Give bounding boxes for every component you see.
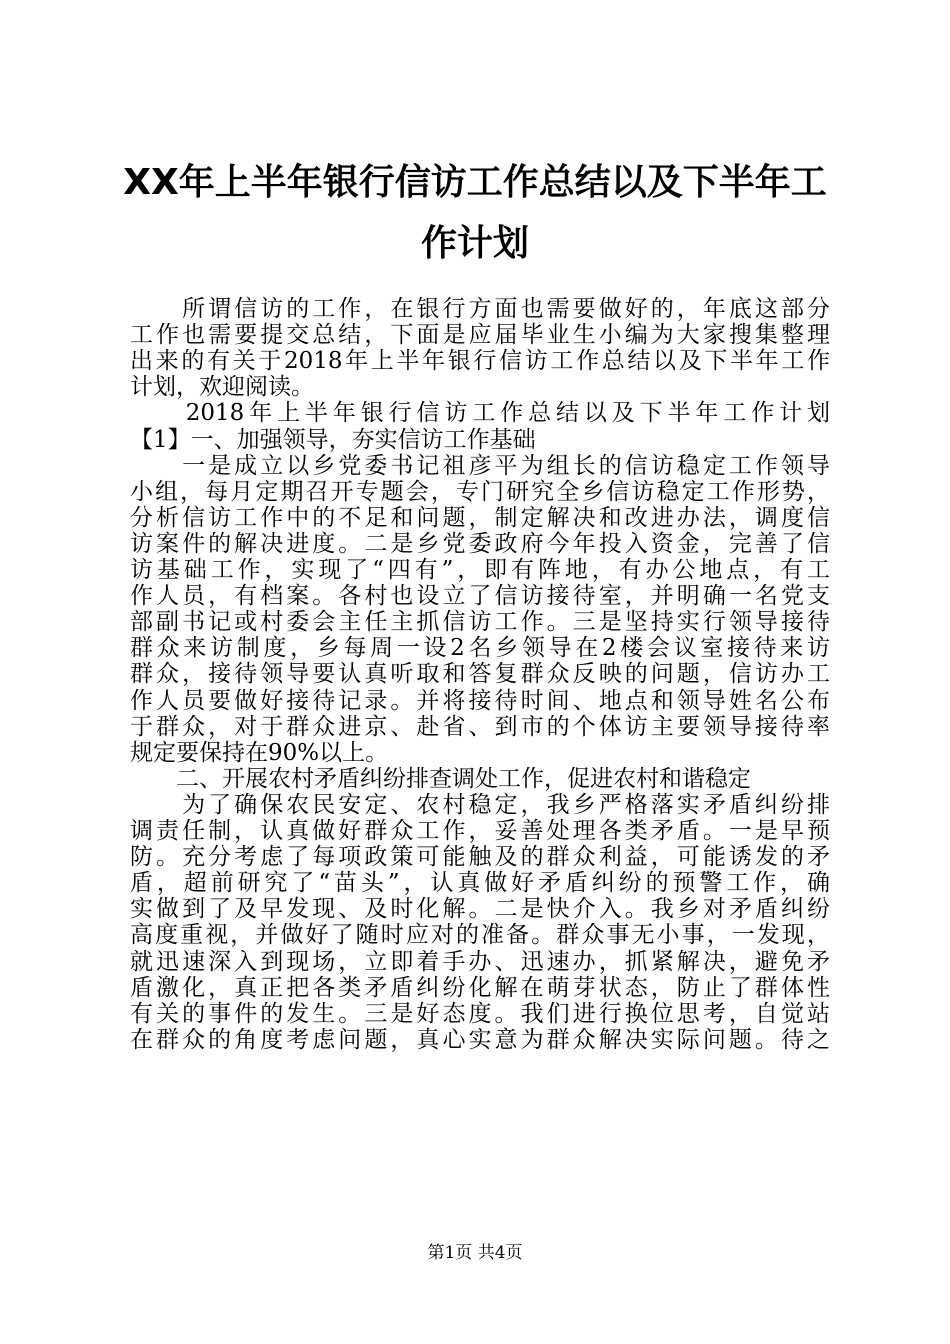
body-text-line: 作人员，有档案。各村也设立了信访接待室，并明确一名党支 [130,583,830,610]
body-text-line: 计划，欢迎阅读。 [130,374,314,401]
body-text-line: 工作也需要提交总结，下面是应届毕业生小编为大家搜集整理 [130,322,830,349]
body-text-line: 访案件的解决进度。二是乡党委政府今年投入资金，完善了信 [130,530,830,557]
page-footer: 第1页 共4页 [427,1243,523,1263]
body-text-line: 【1】一、加强领导，夯实信访工作基础 [130,426,536,453]
body-text-line: 2018年上半年银行信访工作总结以及下半年工作计划 [130,400,830,427]
body-text-line: 分析信访工作中的不足和问题，制定解决和改进办法，调度信 [130,504,830,531]
body-text-line: 有关的事件的发生。三是好态度。我们进行换位思考，自觉站 [130,1000,830,1027]
body-text-line: 二、开展农村矛盾纠纷排查调处工作，促进农村和谐稳定 [130,765,751,792]
body-text-line: 为了确保农民安定、农村稳定，我乡严格落实矛盾纠纷排 [130,791,830,818]
body-text-line: 高度重视，并做好了随时应对的准备。群众事无小事，一发现， [130,922,830,949]
body-text-line: 盾，超前研究了“苗头”，认真做好矛盾纠纷的预警工作，确 [130,870,830,897]
body-text-line: 在群众的角度考虑问题，真心实意为群众解决实际问题。待之 [130,1026,830,1053]
body-text-line: 访基础工作，实现了“四有”，即有阵地，有办公地点，有工 [130,557,830,583]
body-text-line: 作人员要做好接待记录。并将接待时间、地点和领导姓名公布 [130,687,830,714]
body-text-line: 就迅速深入到现场，立即着手办、迅速办，抓紧解决，避免矛 [130,948,830,975]
body-text-line: 防。充分考虑了每项政策可能触及的群众利益，可能诱发的矛 [130,844,830,871]
document-title-line-2: 作计划 [420,223,529,264]
body-text-line: 实做到了及早发现、及时化解。二是快介入。我乡对矛盾纠纷 [130,896,830,923]
document-title-line-1: XX年上半年银行信访工作总结以及下半年工 [123,162,827,203]
body-text-line: 部副书记或村委会主任主抓信访工作。三是坚持实行领导接待 [130,609,830,636]
body-text-line: 所谓信访的工作，在银行方面也需要做好的，年底这部分 [130,296,830,322]
body-text-line: 调责任制，认真做好群众工作，妥善处理各类矛盾。一是早预 [130,818,830,844]
body-text-line: 群众来访制度，乡每周一设2名乡领导在2楼会议室接待来访 [130,635,830,662]
body-text-line: 小组，每月定期召开专题会，专门研究全乡信访稳定工作形势， [130,478,830,505]
body-text-line: 于群众，对于群众进京、赴省、到市的个体访主要领导接待率 [130,713,830,740]
body-text-line: 一是成立以乡党委书记祖彦平为组长的信访稳定工作领导 [130,452,830,479]
body-text-line: 出来的有关于2018年上半年银行信访工作总结以及下半年工作 [130,348,830,375]
body-text-line: 群众，接待领导要认真听取和答复群众反映的问题，信访办工 [130,661,830,688]
body-text-line: 规定要保持在90%以上。 [130,739,389,766]
body-text-line: 盾激化，真正把各类矛盾纠纷化解在萌芽状态，防止了群体性 [130,974,830,1001]
